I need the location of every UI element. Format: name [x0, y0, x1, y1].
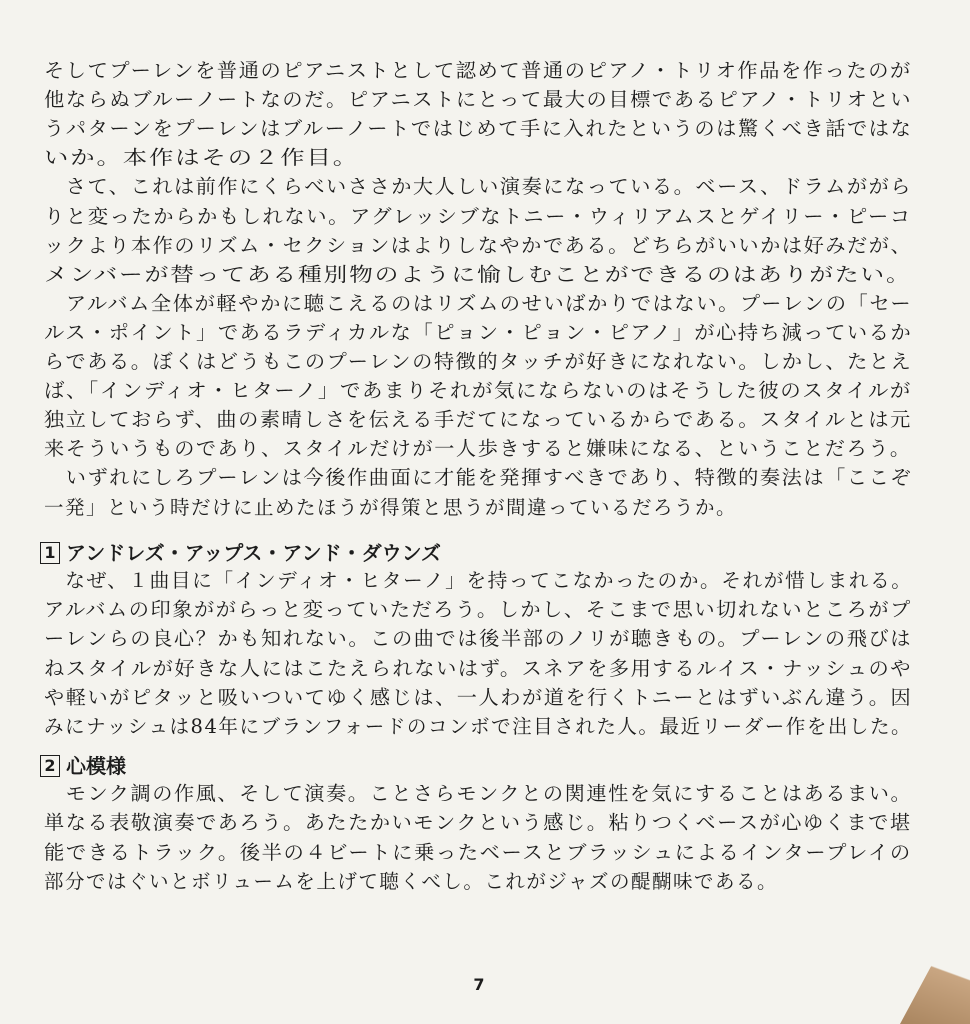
text-line: ば、「インディオ・ヒターノ」であまりそれが気にならないのはそうした彼のスタイルが: [44, 379, 912, 403]
section-number-1: 1: [40, 542, 60, 564]
text-line: 能できるトラック。後半の４ビートに乗ったベースとブラッシュによるインタープレイの: [44, 840, 912, 864]
text-line: いか。本作はその２作目。: [44, 146, 360, 170]
text-line: さて、これは前作にくらべいささか大人しい演奏になっている。ベース、ドラムががら: [44, 175, 913, 199]
text-line: アルバム全体が軽やかに聴こえるのはリズムのせいばかりではない。プーレンの「セー: [44, 291, 913, 315]
text-line: モンク調の作風、そして演奏。ことさらモンクとの関連性を気にすることはあるまい。: [44, 782, 913, 805]
page-number: 7: [473, 975, 485, 994]
text-line: 部分ではぐいとボリュームを上げて聴くべし。これがジャズの醍醐味である。: [44, 869, 779, 893]
text-line: りと変ったからかもしれない。アグレッシブなトニー・ウィリアムスとゲイリー・ピーコ: [44, 204, 912, 228]
text-line: 単なる表敬演奏であろう。あたたかいモンクという感じ。粘りつくベースが心ゆくまで堪: [44, 811, 912, 835]
text-line: や軽いがピタッと吸いついてゆく感じは、一人わが道を行くトニーとはずいぶん違う。因: [44, 685, 913, 709]
text-line: うパターンをプーレンはブルーノートではじめて手に入れたというのは驚くべき話ではな: [44, 117, 913, 141]
text-line: 他ならぬブルーノートなのだ。ピアニストにとって最大の目標であるピアノ・トリオとい: [44, 88, 913, 112]
text-line: そしてプーレンを普通のピアニストとして認めて普通のピアノ・トリオ作品を作ったのが: [44, 59, 912, 82]
page-corner-shadow: [900, 894, 970, 1024]
text-line: ーレンらの良心？かも知れない。この曲では後半部のノリが聴きもの。プーレンの飛びは: [44, 627, 913, 651]
section-title-1: アンドレズ・アップス・アンド・ダウンズ: [66, 541, 441, 565]
text-line: ルス・ポイント」であるラディカルな「ピョン・ピョン・ピアノ」が心持ち減っているか: [44, 320, 913, 344]
section-heading-1: [40, 539, 441, 567]
text-line: ねスタイルが好きな人にはこたえられないはず。スネアを多用するルイス・ナッシュのや: [44, 656, 913, 680]
text-line: なぜ、１曲目に「インディオ・ヒターノ」を持ってこなかったのか。それが惜しまれる。: [44, 569, 913, 592]
section-title-2: 心模様: [66, 754, 126, 778]
section-number-2: 2: [40, 755, 60, 777]
text-line: みにナッシュは84年にブランフォードのコンボで注目された人。最近リーダー作を出した。: [44, 715, 913, 738]
section-heading-2: [40, 752, 126, 780]
text-line: アルバムの印象ががらっと変っていただろう。しかし、そこまで思い切れないところがプ: [44, 598, 912, 622]
text-line: 独立しておらず、曲の素晴しさを伝える手だてになっているからである。スタイルとは元: [44, 408, 912, 432]
text-line: 来そういうものであり、スタイルだけが一人歩きすると嫌味になる、ということだろう。: [44, 437, 912, 461]
text-line: メンバーが替ってある種別物のように愉しむことができるのはありがたい。: [44, 262, 912, 286]
text-line: ックより本作のリズム・セクションはよりしなやかである。どちらがいいかは好みだが、: [44, 233, 913, 257]
text-line: 一発」という時だけに止めたほうが得策と思うが間違っているだろうか。: [44, 495, 738, 519]
text-line: らである。ぼくはどうもこのプーレンの特徴的タッチが好きになれない。しかし、たとえ: [44, 350, 913, 373]
text-line: いずれにしろプーレンは今後作曲面に才能を発揮すべきであり、特徴的奏法は「ここぞ: [44, 466, 913, 490]
